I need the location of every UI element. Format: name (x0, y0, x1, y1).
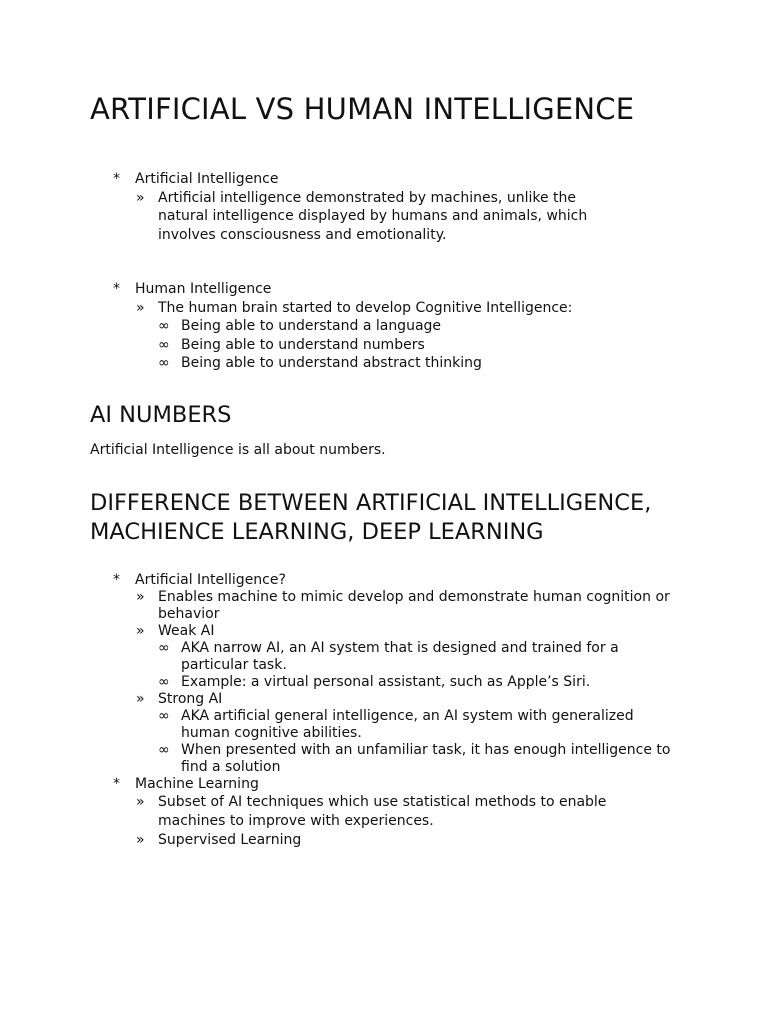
list-item-text: Example: a virtual personal assistant, such as Apple’s Siri. (181, 674, 591, 690)
infinity-bullet-icon: ∞ (158, 674, 170, 690)
star-bullet-icon: * (113, 572, 120, 588)
list-item (0, 354, 768, 373)
list-item (0, 623, 768, 640)
list-item (0, 831, 768, 850)
difference-list (0, 572, 768, 850)
raquo-bullet-icon: » (136, 589, 145, 605)
human-intelligence-list (0, 280, 768, 373)
star-bullet-icon: * (113, 776, 120, 792)
list-item-label: Machine Learning (135, 776, 259, 792)
intelligence-list (0, 170, 768, 244)
infinity-bullet-icon: ∞ (158, 336, 170, 353)
list-item (0, 793, 768, 831)
raquo-bullet-icon: » (136, 794, 145, 810)
list-item (0, 674, 768, 691)
list-item (0, 572, 768, 589)
list-item (0, 691, 768, 708)
list-item-text: Being able to understand abstract thinking (181, 355, 482, 371)
list-item-text: Enables machine to mimic develop and demonstrate human cognition or behavior (158, 589, 670, 622)
raquo-bullet-icon: » (136, 832, 145, 848)
difference-heading: DIFFERENCE BETWEEN ARTIFICIAL INTELLIGENCE, MACHIENCE LEARNING, DEEP LEARNING (90, 490, 652, 545)
star-bullet-icon: * (113, 281, 120, 297)
page-title: ARTIFICIAL VS HUMAN INTELLIGENCE (90, 92, 635, 126)
infinity-bullet-icon: ∞ (158, 708, 170, 724)
list-item-label: Artificial Intelligence (135, 171, 279, 187)
list-item-text: AKA narrow AI, an AI system that is designed and trained for a particular task. (181, 640, 619, 673)
raquo-bullet-icon: » (136, 299, 145, 316)
list-item-text: Artificial intelligence demonstrated by machines, unlike the natural intelligence displayed by humans and animals, which involves consciousness and emotionality. (158, 189, 588, 243)
ai-numbers-text: Artificial Intelligence is all about numbers. (90, 442, 386, 458)
list-item (0, 708, 768, 742)
list-item-text: Strong AI (158, 691, 223, 707)
list-item (0, 189, 768, 245)
list-item (0, 589, 768, 623)
infinity-bullet-icon: ∞ (158, 640, 170, 656)
list-item (0, 317, 768, 336)
list-item (0, 640, 768, 674)
infinity-bullet-icon: ∞ (158, 318, 170, 334)
list-item (0, 742, 768, 776)
raquo-bullet-icon: » (136, 691, 145, 707)
list-item-text: Weak AI (158, 623, 215, 639)
list-item-text: Supervised Learning (158, 832, 302, 848)
raquo-bullet-icon: » (136, 189, 145, 206)
infinity-bullet-icon: ∞ (158, 355, 170, 371)
raquo-bullet-icon: » (136, 623, 145, 639)
list-item-text: AKA artificial general intelligence, an AI system with generalized human cognitive abilities. (181, 708, 634, 741)
list-item-label: Artificial Intelligence? (135, 572, 286, 588)
infinity-bullet-icon: ∞ (158, 742, 170, 758)
list-item (0, 170, 768, 189)
ai-numbers-heading: AI NUMBERS (90, 402, 232, 428)
list-item-text: When presented with an unfamiliar task, it has enough intelligence to find a solution (181, 742, 671, 775)
list-item-text: The human brain started to develop Cognitive Intelligence: (158, 299, 573, 316)
star-bullet-icon: * (113, 171, 120, 187)
list-item-text: Being able to understand a language (181, 318, 442, 334)
list-item-label: Human Intelligence (135, 281, 272, 297)
list-item-text: Subset of AI techniques which use statistical methods to enable machines to improve with experiences. (158, 794, 607, 829)
list-item-text: Being able to understand numbers (181, 336, 425, 353)
list-item (0, 280, 768, 299)
list-item (0, 299, 768, 318)
list-item (0, 776, 768, 793)
list-item (0, 336, 768, 355)
